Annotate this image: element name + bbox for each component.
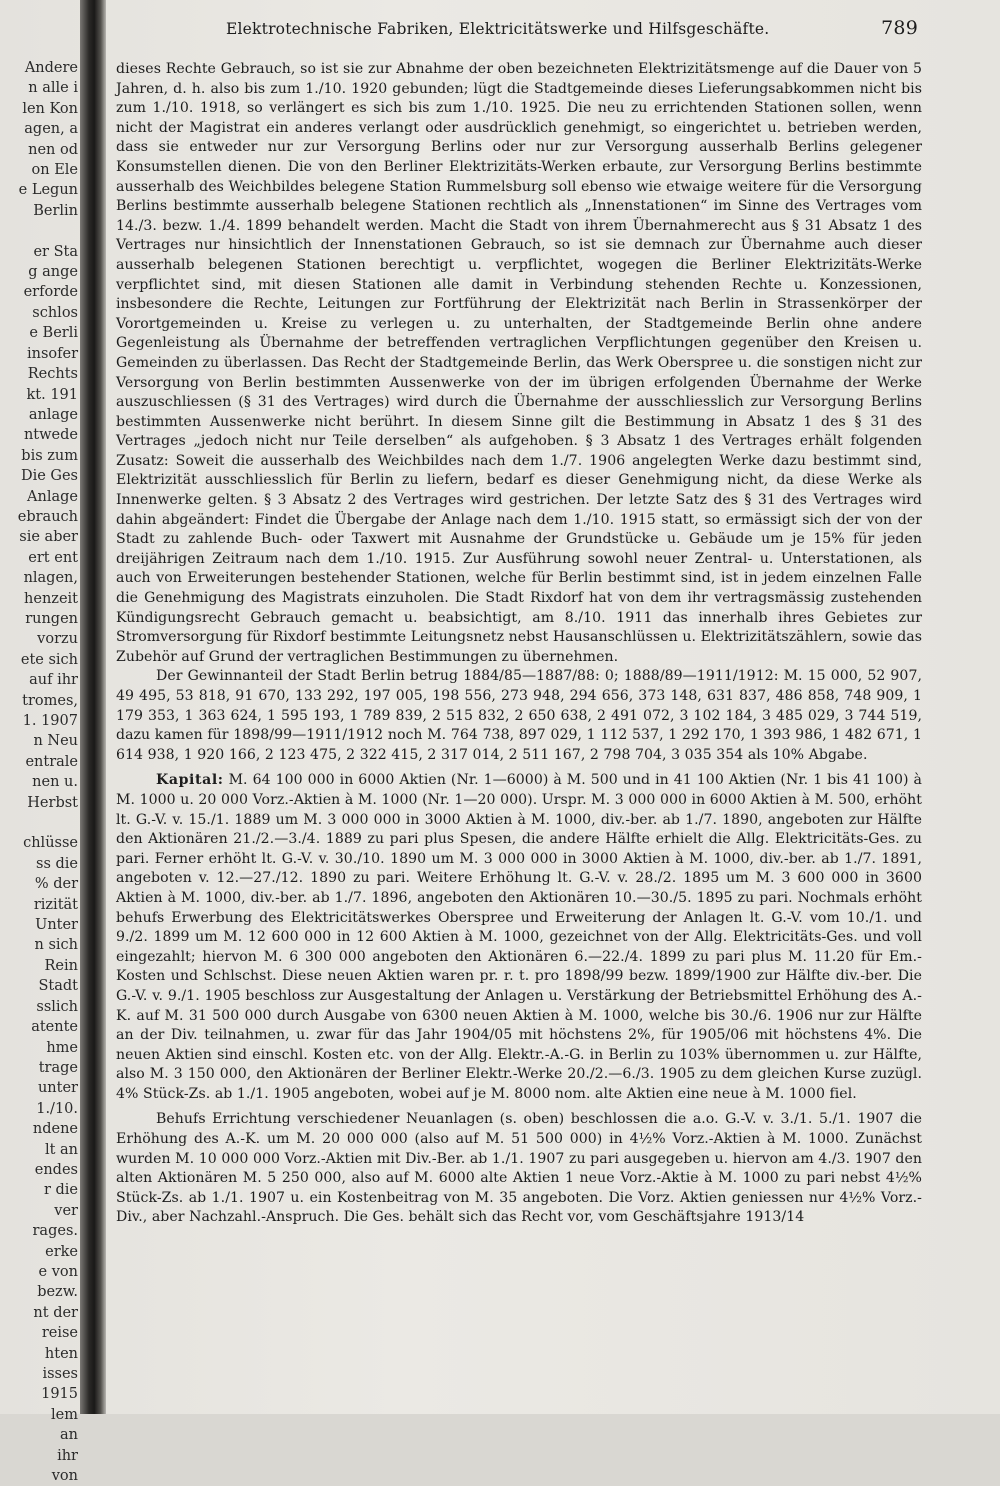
facing-page-line: hme (46, 1039, 78, 1056)
facing-page-line: ete sich (20, 651, 78, 668)
facing-page-line: nt der (33, 1304, 78, 1321)
facing-page-line: g ange (28, 264, 78, 281)
facing-page-line: 1915 (41, 1386, 78, 1403)
facing-page-line: von (51, 1468, 78, 1485)
facing-page-line: nen u. (32, 774, 78, 791)
facing-page-line: kt. 191 (26, 386, 78, 403)
facing-page-line: lem (51, 1406, 78, 1423)
facing-page-line: sie aber (19, 529, 78, 546)
facing-page-line: e von (38, 1263, 78, 1280)
facing-page-fragment (0, 58, 78, 1485)
facing-page-line: chlüsse (23, 835, 78, 852)
facing-page-line: Rechts (27, 366, 78, 383)
facing-page-line: insofer (26, 345, 78, 362)
facing-page-line: ihr (57, 1447, 78, 1464)
facing-page-line: Anlage (27, 488, 78, 505)
facing-page-line: reise (41, 1325, 78, 1342)
running-head (116, 12, 922, 46)
facing-page-line: entrale (25, 753, 78, 770)
kapital-label: Kapital: (156, 772, 224, 789)
facing-page-line: Unter (35, 917, 78, 934)
facing-page-line: on Ele (31, 162, 78, 179)
facing-page-line: ndene (32, 1121, 78, 1138)
facing-page-line: auf ihr (29, 672, 78, 689)
page-main (116, 12, 922, 1228)
body-text (116, 60, 922, 1228)
facing-page-line: bis zum (21, 447, 78, 464)
facing-page-line: 1. 1907 (22, 713, 78, 729)
facing-page-line: unter (37, 1080, 78, 1097)
facing-page-line: Andere (24, 60, 78, 76)
facing-page-line: ebrauch (17, 508, 78, 525)
facing-page-line: tromes, (22, 692, 78, 709)
facing-page-line: schlos (32, 304, 78, 321)
facing-page-line: Herbst (27, 794, 78, 811)
facing-page-line: vorzu (37, 631, 78, 648)
facing-page-line: trage (38, 1059, 78, 1076)
facing-page-line: n Neu (33, 733, 78, 750)
facing-page-line: e Legun (18, 182, 78, 199)
facing-page-line: n sich (34, 937, 78, 954)
facing-page-line: e Berli (29, 325, 78, 342)
paragraph-profit-share: Der Gewinnanteil der Stadt Berlin betrug 1884/85—1887/88: 0; 1888/89—1911/1912: M. 15 000, 52 907, 49 495, 53 818, 91 670, 133 292, 197 005, 198 556, 273 948, 294 656, 373 148, 631 837, 486 858, 748 909, 1 179 353, 1 363 624, 1 595 193, 1 789 839, 2 515 832, 2 650 638, 2 491 072, 3 102 184, 3 485 029, 3 744 519, dazu kamen für 1898/99—1911/1912 noch M. 764 738, 897 029, 1 112 537, 1 292 170, 1 393 986, 1 482 671, 1 614 938, 1 920 166, 2 123 475, 2 322 415, 2 317 014, 2 511 167, 2 798 704, 3 035 354 als 10% Abgabe. (116, 668, 922, 763)
facing-page-line: rungen (25, 610, 78, 627)
facing-page-line: len Kon (22, 100, 78, 117)
facing-page-line: % der (34, 876, 78, 893)
facing-page-line: nlagen, (23, 570, 78, 587)
facing-page-line: nen od (28, 141, 78, 158)
facing-page-line: atente (31, 1019, 78, 1036)
facing-page-line: Die Ges (20, 468, 78, 485)
facing-page-line: er Sta (33, 243, 78, 260)
paragraph-contract: dieses Rechte Gebrauch, so ist sie zur Abnahme der oben bezeichneten Elektrizitätsmenge auf die Dauer von 5 Jahren, d. h. also bis zum 1./10. 1920 gebunden; lügt die Stadtgemeinde dieses Lieferungsabkommen nicht bis zum 1./10. 1918, so verlängert es sich bis zum 1./10. 1925. Die neu zu errichtenden Stationen sollen, wenn nicht der Magistrat ein anderes verlangt oder ausdrücklich genehmigt, so eingerichtet u. betrieben werden, dass sie entweder nur zur Versorgung Berlins oder nur zur Versorgung ausserhalb Berlins gelegener Konsumstellen dienen. Die von den Berliner Elektrizitäts-Werken erbaute, zur Versorgung Berlins bestimmte ausserhalb des Weichbildes belegene Station Rummelsburg soll ebenso wie etwaige weitere für die Versorgung Berlins bestimmte ausserhalb belegene Stationen rechtlich als „Innenstationen“ im Sinne des Vertrages vom 14./3. bezw. 1./4. 1899 behandelt werden. Macht die Stadt von ihrem Übernahmerecht aus § 31 Absatz 1 des Vertrages nur hinsichtlich der Innenstationen Gebrauch, so ist sie demnach zur Übernahme auch dieser ausserhalb belegenen Stationen berechtigt u. verpflichtet, wogegen die Berliner Elektrizitäts-Werke verpflichtet sind, mit diesen Stationen alle damit in Verbindung stehenden Rechte u. Konzessionen, insbesondere die Rechte, Leitungen zur Fortführung der Elektrizität nach Berlin in Strassenkörper der Vorortgemeinden u. Kreise zu verlegen u. zu unterhalten, der Stadtgemeinde Berlin ohne andere Gegenleistung als Übernahme der betreffenden vertraglichen Verpflichtungen gegenüber den Kreisen u. Gemeinden zu überlassen. Das Recht der Stadtgemeinde Berlin, das Werk Oberspree u. die sonstigen nicht zur Versorgung von Berlin bestimmten Aussenwerke von der im übrigen erfolgenden Übernahme der Werke auszuschliessen (§ 31 des Vertrages) wird durch die Übernahme der ausschliesslich zur Versorgung Berlins bestimmten Aussenwerke nicht berührt. In diesem Sinne gilt die Bestimmung in Absatz 1 des § 31 des Vertrages „jedoch nicht nur Teile derselben“ als aufgehoben. § 3 Absatz 1 des Vertrages erhält folgenden Zusatz: Soweit die ausserhalb des Weichbildes nach dem 1./7. 1906 angelegten Werke dazu bestimmt sind, Elektrizität ausschliesslich für Berlin zu liefern, bedarf es dieser Genehmigung nicht, da diese Werke als Innenwerke gelten. § 3 Absatz 2 des Vertrages wird gestrichen. Der letzte Satz des § 31 des Vertrages wird dahin abgeändert: Findet die Übergabe der Anlage nach dem 1./10. 1915 statt, so ermässigt sich der von der Stadt zu zahlende Buch- oder Taxwert mit Ausnahme der Grundstücke u. Gebäude um je 15% für jeden dreijährigen Zeitraum nach dem 1./10. 1915. Zur Ausführung sowohl neuer Zentral- u. Unterstationen, als auch von Erweiterungen bestehender Stationen, welche für Berlin bestimmt sind, ist in jedem einzelnen Falle die Genehmigung des Magistrats einzuholen. Die Stadt Rixdorf hat von dem ihr vertragsmässig zustehenden Kündigungsrecht Gebrauch gemacht u. beabsichtigt, am 8./10. 1911 das innerhalb ihres Gebietes zur Stromversorgung für Rixdorf bestimmte Leitungsnetz nebst Hausanschlüssen u. Elektrizitätszählern, sowie das Zubehör auf Grund der vertraglichen Bestimmungen zu übernehmen. (116, 61, 922, 665)
facing-page-line: Berlin (33, 202, 78, 219)
facing-page-line: anlage (28, 406, 78, 423)
facing-page-line: agen, a (24, 121, 78, 138)
facing-page-line: erke (45, 1243, 78, 1260)
facing-page-line: Rein (44, 957, 78, 974)
facing-page-line: Stadt (38, 978, 78, 995)
paragraph-vorz-aktien: Behufs Errichtung verschiedener Neuanlagen (s. oben) beschlossen die a.o. G.-V. v. 3./1. 5./1. 1907 die Erhöhung des A.-K. um M. 20 000 000 (also auf M. 51 500 000) in 4½% Vorz.-Aktien à M. 1000. Zunächst wurden M. 10 000 000 Vorz.-Aktien mit Div.-Ber. ab 1./1. 1907 zu pari ausgegeben u. hiervon am 4./3. 1907 den alten Aktionären M. 5 250 000, also auf M. 6000 alte Aktien 1 neue Vorz.-Aktie à M. 1000 zu pari nebst 4½% Stück-Zs. ab 1./1. 1907 u. ein Kostenbeitrag von M. 35 angeboten. Die Vorz. Aktien geniessen nur 4½% Vorz.-Div., aber Nachzahl.-Anspruch. Die Ges. behält sich das Recht vor, vom Geschäftsjahre 1913/14 (116, 1111, 922, 1226)
facing-page-line: sslich (36, 998, 78, 1015)
running-head-title: Elektrotechnische Fabriken, Elektricitätswerke und Hilfsgeschäfte. (226, 20, 770, 38)
facing-page-line: ntwede (23, 427, 78, 444)
paragraph-kapital (116, 771, 922, 1104)
facing-page-line: ert ent (28, 549, 78, 566)
facing-page-line: ver (54, 1202, 78, 1219)
facing-page-line: henzeit (24, 590, 78, 607)
facing-page-line: endes (34, 1161, 78, 1178)
facing-page-line: hten (44, 1345, 78, 1362)
kapital-text: M. 64 100 000 in 6000 Aktien (Nr. 1—6000) à M. 500 und in 41 100 Aktien (Nr. 1 bis 41 100) à M. 1000 u. 20 000 Vorz.-Aktien à M. 1000 (Nr. 1—20 000). Urspr. M. 3 000 000 in 6000 Aktien à M. 500, erhöht lt. G.-V. v. 15./1. 1889 um M. 3 000 000 in 3000 Aktien à M. 1000, div.-ber. ab 1./7. 1890, angeboten zur Hälfte den Aktionären 21./2.—3./4. 1889 zu pari plus Spesen, die andere Hälfte erhielt die Allg. Elektricitäts-Ges. zu pari. Ferner erhöht lt. G.-V. v. 30./10. 1890 um M. 3 000 000 in 3000 Aktien à M. 1000, div.-ber. ab 1./7. 1891, angeboten v. 12.—27./12. 1890 zu pari. Weitere Erhöhung lt. G.-V. v. 28./2. 1895 um M. 3 600 000 in 3600 Aktien à M. 1000, div.-ber. ab 1./7. 1896, angeboten den Aktionären 10.—30./5. 1895 zu pari. Nochmals erhöht behufs Erwerbung des Elektricitätswerkes Oberspree und Erweiterung der Anlagen lt. G.-V. vom 10./1. und 9./2. 1899 um M. 12 600 000 in 12 600 Aktien à M. 1000, gezeichnet von der Allg. Elektricitäts-Ges. und voll eingezahlt; hiervon M. 6 300 000 angeboten den Aktionären 6.—22./4. 1899 zu pari plus M. 11.20 für Em.-Kosten und Schlschst. Diese neuen Aktien waren pr. r. t. pro 1898/99 bezw. 1899/1900 zur Hälfte div.-ber. Die G.-V. v. 9./1. 1905 beschloss zur Ausgestaltung der Anlagen u. Verstärkung der Betriebsmittel Erhöhung des A.-K. auf M. 31 500 000 durch Ausgabe von 6300 neuen Aktien à M. 1000, welche bis 30./6. 1906 nur zur Hälfte an der Div. teilnahmen, u. zwar für das Jahr 1904/05 mit höchstens 2%, für 1905/06 mit höchstens 4%. Die neuen Aktien sind einschl. Kosten etc. von der Allg. Elektr.-A.-G. in Berlin zu 103% übernommen u. zur Hälfte, also M. 3 150 000, den Aktionären der Berliner Elektr.-Werke 20./2.—6./3. 1905 zu dem gleichen Kurse zuzügl. 4% Stück-Zs. ab 1./1. 1905 angeboten, wobei auf je M. 8000 nom. alte Aktien eine neue à M. 1000 fiel. (116, 772, 922, 1102)
facing-page-line: 1./10. (36, 1100, 78, 1117)
facing-page-line (0, 221, 78, 241)
page-number: 789 (881, 17, 918, 39)
facing-page-line (0, 813, 78, 833)
facing-page-line: bezw. (37, 1284, 78, 1301)
facing-page-line: ss die (36, 855, 78, 872)
facing-page-line: an (60, 1427, 78, 1444)
book-gutter (80, 0, 106, 1414)
facing-page-line: r die (43, 1182, 78, 1199)
facing-page-line: n alle i (28, 80, 78, 97)
facing-page-line: rizität (33, 896, 78, 913)
facing-page-line: lt an (44, 1141, 78, 1158)
facing-page-line: rages. (32, 1223, 78, 1240)
facing-page-line: erforde (23, 284, 78, 301)
facing-page-line: isses (42, 1366, 78, 1382)
